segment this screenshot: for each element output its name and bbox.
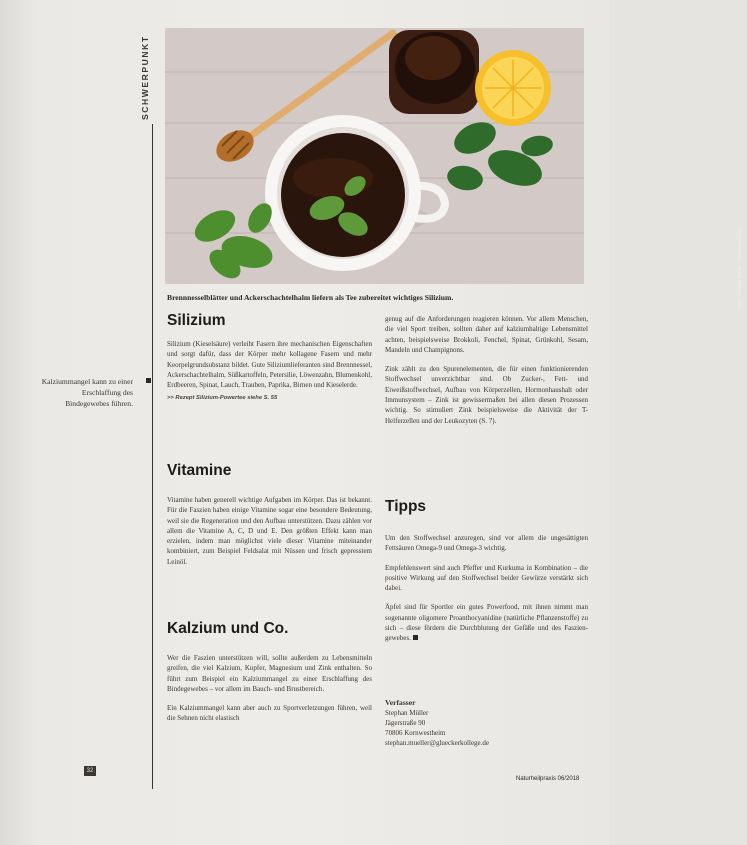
tipp-3-text: Äpfel sind für Sportler ein gutes Powerfood, mit ihnen nimmt man sogenannte oligomere Proanthocyanidine (natürliche Pflanzenstoffe) zu sich – diese fördern die Durchblutung der Gefäße und des Fasziengewebes. bbox=[385, 603, 588, 643]
photo-credit-text: Foto: Creative Studio / Shutterstock.com bbox=[737, 227, 742, 308]
side-quote: Kalziummangel kann zu einer Erschlaffung des Bindegewebes führen. bbox=[41, 377, 133, 408]
photo-credit bbox=[737, 208, 747, 308]
vertical-rule bbox=[152, 124, 153, 789]
end-marker bbox=[413, 635, 418, 640]
section-tag bbox=[140, 28, 154, 120]
silizium-body bbox=[167, 339, 372, 404]
heading-kalzium: Kalzium und Co. bbox=[167, 620, 289, 637]
side-quote-marker bbox=[146, 378, 151, 383]
author-email[interactable]: stephan.mueller@glueckerkollege.de bbox=[385, 739, 490, 748]
right-column-body bbox=[385, 314, 588, 435]
tipp-2: Empfehlenswert sind auch Pfeffer und Kurkuma in Kombination – die positive Wirkung auf den Stoffwechsel beider Gewürze verstärkt sich dabei. bbox=[385, 563, 588, 593]
silizium-reference: >> Rezept Silizium-Powertee siehe S. 55 bbox=[167, 395, 278, 402]
kalzium-text-2: Ein Kalziummangel kann aber auch zu Sportverletzungen führen, weil die Sehnen nicht elastisch bbox=[167, 704, 372, 723]
photo-caption: Brennnesselblätter und Ackerschachtelhalm liefern als Tee zubereitet wichtiges Silizium. bbox=[167, 293, 454, 302]
author-city: 70806 Kornwestheim bbox=[385, 729, 446, 738]
kalzium-continued-text: genug auf die Anforderungen reagieren können. Vor allem Menschen, die viel Sport treiben, sollten daher auf kalziumhaltige Lebensmittel achten, beispielsweise Brokkoli, Fenchel, Spinat, Grünkohl, Sesam, Mandeln und Champignons. bbox=[385, 315, 588, 354]
honey-jar bbox=[389, 30, 479, 114]
author-street: Jägerstraße 90 bbox=[385, 719, 426, 728]
author-block bbox=[385, 698, 588, 748]
silizium-text: Silizium (Kieselsäure) verleiht Fasern ihre mechanischen Eigenschaften und sorgt dafür, dass der Körper mehr kollagene Fasern und mehr Keorpelgrundsubstanz bildet. Gute Siliziumlieferanten sind Brennnessel, Ackerschachtelhalm, Süßkartoffeln, Petersilie, Löwenzahn, Blumenkohl, Erdbeeren, Spinat, Lauch, Trauben, Paprika, Birnen und Kieselerde. bbox=[167, 340, 372, 390]
author-name: Stephan Müller bbox=[385, 709, 429, 718]
issue-footer: Naturheilpraxis 06/2018 bbox=[516, 776, 580, 782]
heading-vitamine: Vitamine bbox=[167, 462, 232, 479]
vitamine-body bbox=[167, 495, 372, 576]
kalzium-text-1: Wer die Faszien unterstützen will, sollte außerdem zu Lebensmitteln greifen, die viel Kalzium, Kupfer, Magnesium und Zink enthalten. So führt zum Beispiel ein Kalziummangel zu einer Erschlaffung des Bindegewebes – vor allem im Bauch- und Brustbereich. bbox=[167, 654, 372, 693]
tipps-body bbox=[385, 533, 588, 653]
tipp-1: Um den Stoffwechsel anzuregen, sind vor allem die ungesättigten Fettsäuren Omega-9 und Omega-3 wichtig. bbox=[385, 534, 588, 553]
zink-text: Zink zählt zu den Spurenelementen, die für einen funktionierenden Stoffwechsel unverzichtbar sind. Ob Zucker-, Fett- und Eiweißstoffwechsel, Aufbau von Körperzellen, Hormonhaushalt oder Immunsystem – Zink ist gewissermaßen bei allen diesen Prozessen wichtig. So stimuliert Zink beispielsweise die Aktivität der T-Helferzellen und der Leukozyten (S. 7). bbox=[385, 365, 588, 425]
kalzium-body bbox=[167, 653, 372, 733]
heading-silizium: Silizium bbox=[167, 312, 226, 329]
author-label: Verfasser bbox=[385, 698, 416, 707]
heading-tipps: Tipps bbox=[385, 498, 427, 515]
vitamine-text: Vitamine haben generell wichtige Aufgaben im Körper. Das ist bekannt. Für die Faszien haben einige Vitamine sogar eine besondere Bedeutung, weil sie die Regeneration und den Aufbau unterstützen. Dazu zählen vor allem die Vitamine A, C, D und E. Den größten Effekt kann man erzielen, indem man möglichst viele dieser Vitamine miteinander kombiniert, zum Beispiel Feldsalat mit Nüssen und frisch gepresstem Leinöl. bbox=[167, 496, 372, 566]
page-number: 32 bbox=[84, 766, 96, 776]
tipp-3 bbox=[385, 602, 588, 643]
lemon-slice bbox=[475, 50, 551, 126]
tea-illustration bbox=[165, 28, 584, 284]
section-tag-text: SCHWERPUNKT bbox=[140, 35, 150, 120]
